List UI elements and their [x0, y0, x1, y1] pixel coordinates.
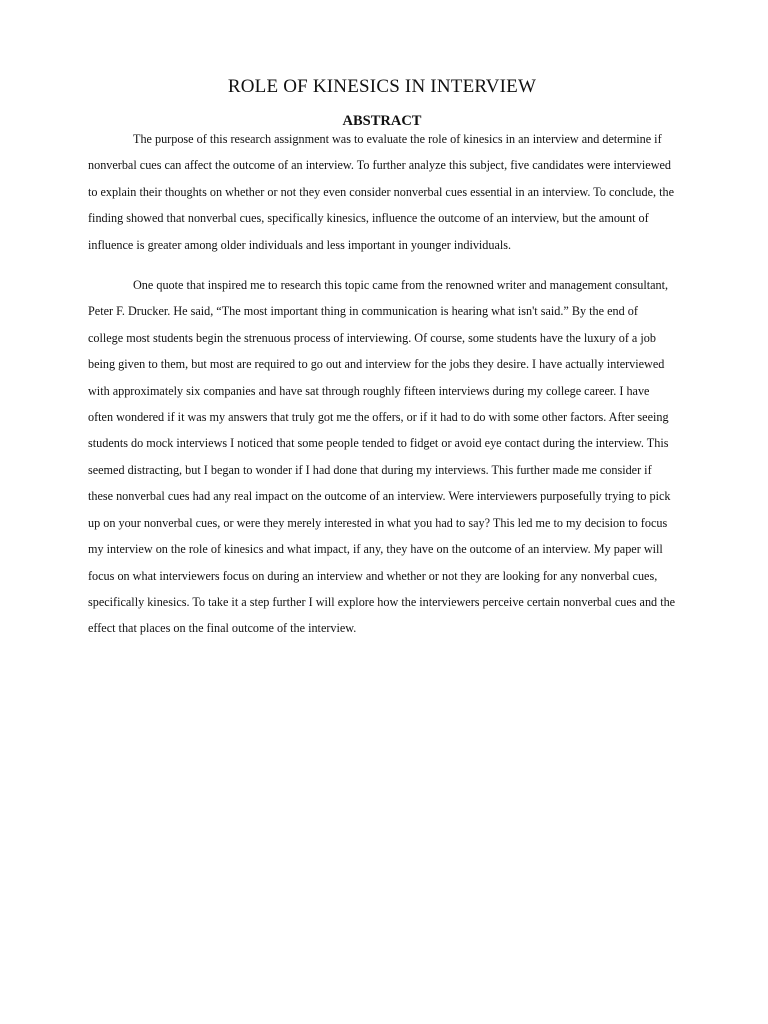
body-paragraph: One quote that inspired me to research this topic came from the renowned writer and management consultant, Peter F. Drucker. He said, “The most important thing in communication is hearing what isn't said.” By the end of college most students begin the strenuous process of interviewing. Of course, some students have the luxury of a job being given to them, but most are required to go out and interview for the jobs they desire. I have actually interviewed with approximately six companies and have sat through roughly fifteen interviews during my college career. I have often wondered if it was my answers that truly got me the offers, or if it had to do with some other factors. After seeing students do mock interviews I noticed that some people tended to fidget or avoid eye contact during the interview. This seemed distracting, but I began to wonder if I had done that during my interviews. This further made me consider if these nonverbal cues had any real impact on the outcome of an interview. Were interviewers purposefully trying to pick up on your nonverbal cues, or were they merely interested in what you had to say? This led me to my decision to focus my interview on the role of kinesics and what impact, if any, they have on the outcome of an interview. My paper will focus on what interviewers focus on during an interview and whether or not they are looking for any nonverbal cues, specifically kinesics. To take it a step further I will explore how the interviewers perceive certain nonverbal cues and the effect that places on the final outcome of the interview.	[88, 278, 676, 636]
document-title: ROLE OF KINESICS IN INTERVIEW	[227, 76, 537, 97]
abstract-paragraph: The purpose of this research assignment was to evaluate the role of kinesics in an interview and determine if nonverbal cues can affect the outcome of an interview. To further analyze this subject, five candidates were interviewed to explain their thoughts on whether or not they even consider nonverbal cues essential in an interview. To conclude, the finding showed that nonverbal cues, specifically kinesics, influence the outcome of an interview, but the amount of influence is greater among older individuals and less important in younger individuals.	[88, 132, 675, 252]
document-page	[88, 74, 676, 642]
abstract-heading: ABSTRACT	[342, 113, 422, 129]
